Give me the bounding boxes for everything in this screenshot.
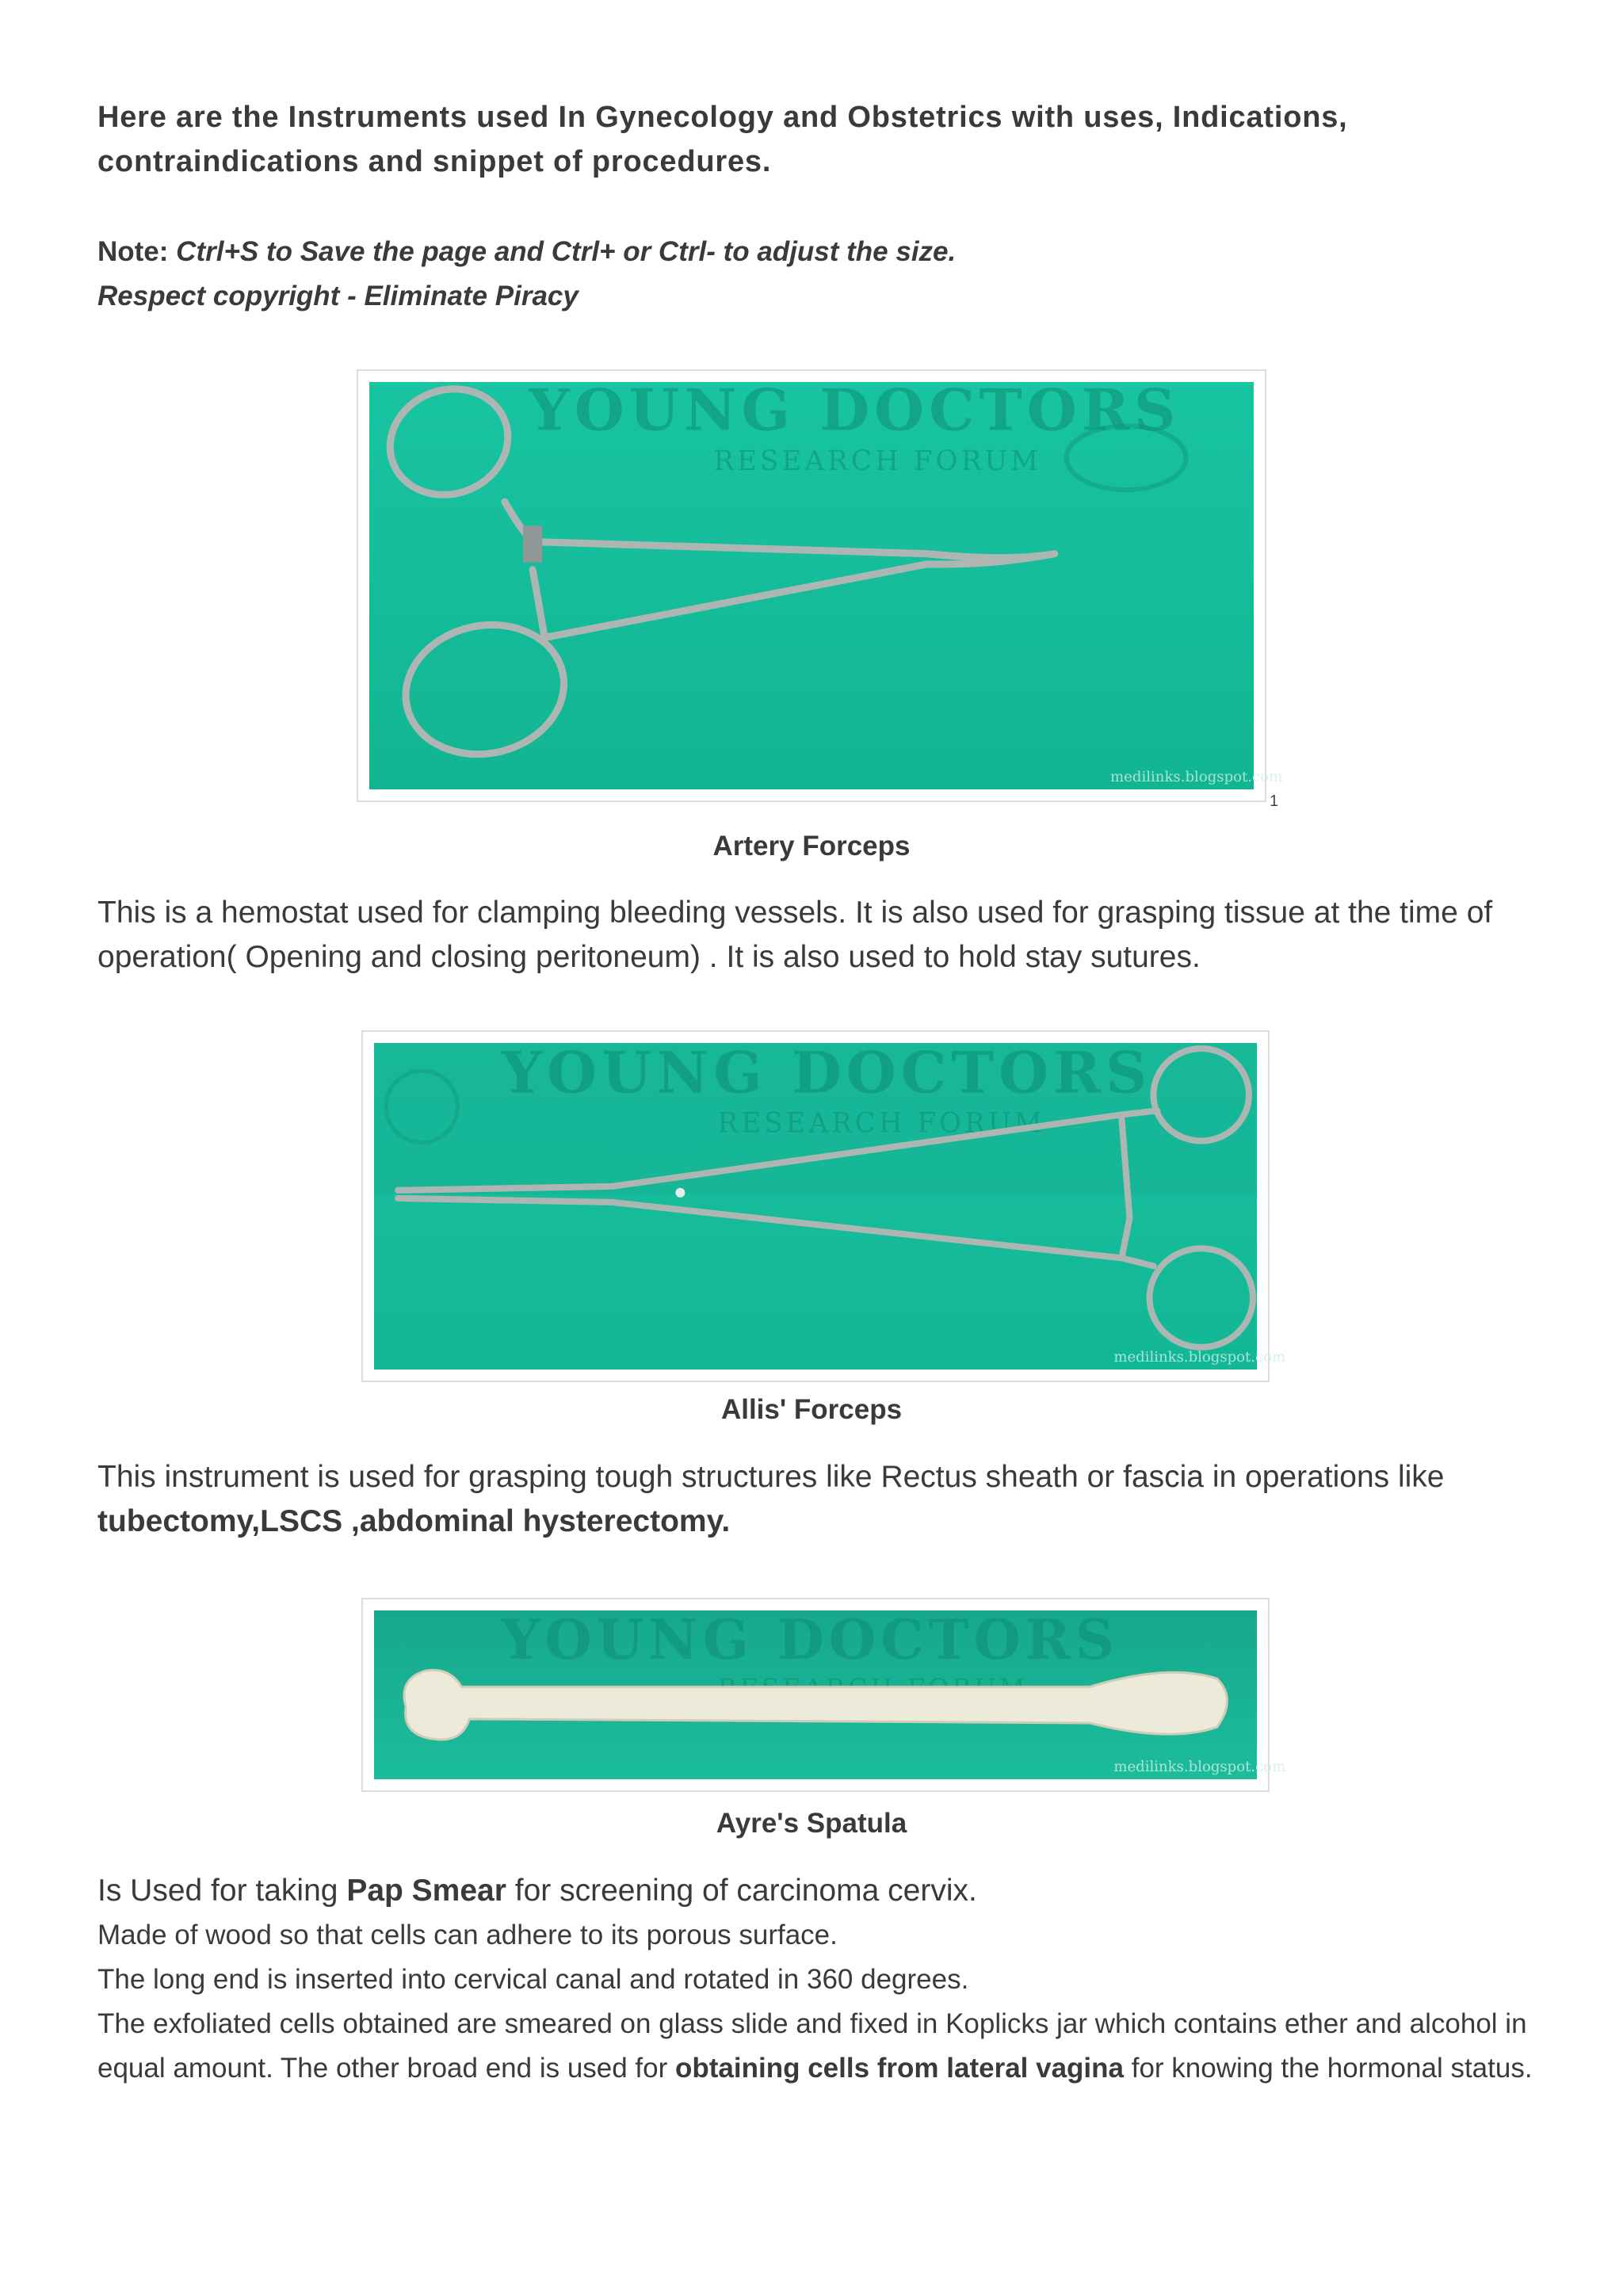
artery-forceps-image [357, 369, 1283, 802]
ayres-line-4-post: for knowing the hormonal status. [1124, 2053, 1533, 2084]
watermark-site: medilinks.blogspot.com [1113, 1758, 1286, 1775]
footnote-mark: 1 [1270, 793, 1279, 810]
allis-description-text: This instrument is used for grasping tough structures like Rectus sheath or fascia in operations like [97, 1460, 1445, 1494]
ayres-line-1-post: for screening of carcinoma cervix. [506, 1874, 977, 1908]
artery-forceps-caption: Artery Forceps [712, 831, 911, 861]
watermark-subtitle: RESEARCH FORUM [713, 445, 1042, 477]
ayres-line-4-bold: obtaining cells from lateral vagina [675, 2053, 1124, 2084]
artery-forceps-description: This is a hemostat used for clamping bleeding vessels. It is also used for grasping tissue at the time of operation( Opening and closing peritoneum) . It is also used to hold stay sutures. [97, 896, 1493, 974]
watermark-subtitle: RESEARCH FORUM [717, 1107, 1045, 1140]
ayres-line-1 [97, 1869, 1540, 1913]
allis-description-bold: tubectomy,LSCS ,abdominal hysterectomy. [97, 1504, 731, 1538]
note-text: Ctrl+S to Save the page and Ctrl+ or Ctrl- to adjust the size. [176, 236, 957, 267]
allis-forceps-caption: Allis' Forceps [720, 1394, 903, 1425]
note-label: Note: [97, 236, 169, 267]
watermark-site: medilinks.blogspot.com [1113, 1348, 1286, 1366]
page-heading: Here are the Instruments used In Gynecology and Obstetrics with uses, Indications, contraindications and snippet of procedures. [97, 101, 1348, 178]
ayres-spatula-illustration [374, 1608, 1286, 1779]
allis-forceps-image [361, 1030, 1286, 1382]
forceps-joint [675, 1188, 685, 1198]
watermark-title: YOUNG DOCTORS [501, 1039, 1152, 1107]
ayres-line-2: Made of wood so that cells can adhere to its porous surface. [97, 1920, 838, 1950]
ayres-line-4 [97, 2002, 1540, 2091]
watermark-site: medilinks.blogspot.com [1110, 768, 1283, 785]
watermark-title: YOUNG DOCTORS [529, 376, 1181, 445]
ayres-line-4-text: The exfoliated cells obtained are smeared on glass slide and fixed in Koplicks jar which contains ether and alcohol in equal amount. The other broad end is used for [97, 2008, 1527, 2084]
forceps-box-lock [523, 525, 542, 562]
ayres-spatula-caption: Ayre's Spatula [716, 1808, 907, 1839]
ayres-spatula-image [361, 1598, 1286, 1792]
ayres-line-1-text: Is Used for taking [97, 1874, 347, 1908]
ayres-line-1-bold: Pap Smear [346, 1874, 506, 1908]
artery-forceps-illustration [369, 376, 1283, 789]
copyright-notice: Respect copyright - Eliminate Piracy [97, 281, 579, 311]
note-block [97, 230, 1524, 319]
ayres-line-3: The long end is inserted into cervical canal and rotated in 360 degrees. [97, 1964, 969, 1995]
watermark-title: YOUNG DOCTORS [501, 1608, 1119, 1672]
allis-forceps-description [97, 1455, 1540, 1544]
allis-forceps-illustration [374, 1039, 1286, 1370]
